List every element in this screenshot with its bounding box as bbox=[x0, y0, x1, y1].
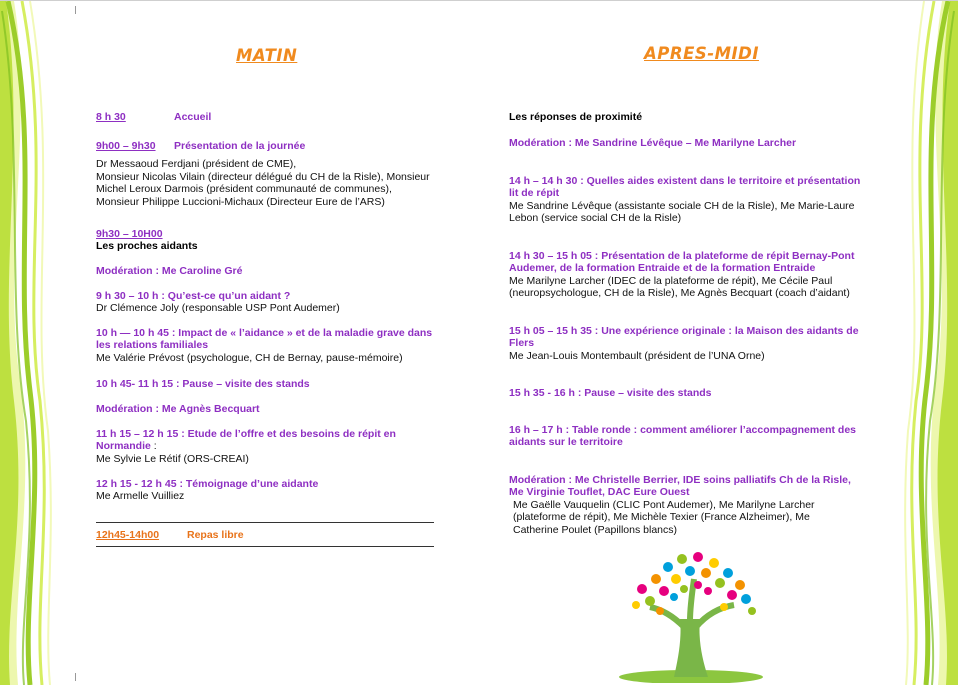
afternoon-moderation-2-speakers bbox=[509, 499, 865, 536]
afternoon-section-title: Les réponses de proximité bbox=[509, 111, 643, 123]
afternoon-moderation-2-title: Modération : Me Christelle Berrier, IDE soins palliatifs Ch de la Risle, bbox=[509, 474, 851, 486]
afternoon-talk-2-speaker: Me Marilyne Larcher (IDEC de la plateforme de répit), Me Cécile Paul bbox=[509, 274, 833, 287]
afternoon-moderation-2-speaker: (plateforme de répit), Me Michèle Texier (France Alzheimer), Me bbox=[513, 511, 810, 524]
talk-4-speaker: Me Armelle Vuilliez bbox=[96, 490, 185, 503]
intro-line: Michel Leroux Darmois (président communauté de communes), bbox=[96, 183, 392, 196]
talk-2-title-line: 10 h — 10 h 45 : Impact de « l’aidance » et de la maladie grave dans bbox=[96, 327, 433, 339]
intro-item bbox=[96, 140, 441, 208]
lunch-time: 12h45-14h00 bbox=[96, 529, 160, 541]
afternoon-talk-2-title: 14 h 30 – 15 h 05 : Présentation de la plateforme de répit Bernay-Pont bbox=[509, 250, 855, 262]
session-title: Les proches aidants bbox=[96, 240, 198, 253]
moderation-2: Modération : Me Agnès Becquart bbox=[96, 403, 260, 415]
afternoon-moderation-2-speaker: Catherine Poulet (Papillons blancs) bbox=[513, 523, 678, 536]
page-corner-mark bbox=[75, 673, 76, 681]
intro-speakers bbox=[96, 158, 441, 208]
afternoon-moderation-1: Modération : Me Sandrine Lévêque – Me Marilyne Larcher bbox=[509, 137, 797, 149]
talk-3-title-line: 11 h 15 – 12 h 15 : Etude de l’offre et des besoins de répit en bbox=[96, 428, 396, 440]
welcome-time: 8 h 30 bbox=[96, 111, 126, 123]
intro-line: Monsieur Philippe Luccioni-Michaux (Directeur Eure de l’ARS) bbox=[96, 195, 385, 208]
session-item bbox=[96, 228, 198, 253]
talk-2-title-line: les relations familiales bbox=[96, 339, 209, 352]
lunch-label: Repas libre bbox=[187, 529, 244, 541]
afternoon-talk-3-title: Flers bbox=[509, 337, 535, 350]
tree-of-hands-illustration bbox=[612, 549, 770, 683]
intro-label: Présentation de la journée bbox=[174, 140, 306, 152]
talk-3-title-suffix: : bbox=[150, 440, 157, 453]
moderation-1: Modération : Me Caroline Gré bbox=[96, 265, 243, 277]
roundtable bbox=[509, 424, 879, 449]
roundtable-title: 16 h – 17 h : Table ronde : comment améliorer l’accompagnement des bbox=[509, 424, 856, 436]
talk-1 bbox=[96, 290, 441, 315]
afternoon-talk-3 bbox=[509, 325, 879, 362]
page-corner-mark bbox=[75, 6, 76, 14]
afternoon-talk-1-speaker: Me Sandrine Lévêque (assistante sociale CH de la Risle), Me Marie-Laure bbox=[509, 199, 855, 212]
break-1: 10 h 45- 11 h 15 : Pause – visite des stands bbox=[96, 378, 310, 390]
afternoon-talk-3-speaker: Me Jean-Louis Montembault (président de l’UNA Orne) bbox=[509, 349, 765, 362]
talk-2-speaker: Me Valérie Prévost (psychologue, CH de Bernay, pause-mémoire) bbox=[96, 351, 403, 364]
afternoon-talk-1 bbox=[509, 175, 879, 225]
afternoon-talk-1-title: lit de répit bbox=[509, 187, 560, 200]
afternoon-talk-1-speaker: Lebon (service social CH de la Risle) bbox=[509, 212, 682, 225]
talk-4 bbox=[96, 478, 441, 503]
welcome-label: Accueil bbox=[174, 111, 212, 123]
afternoon-talk-3-title: 15 h 05 – 15 h 35 : Une expérience originale : la Maison des aidants de bbox=[509, 325, 859, 337]
afternoon-talk-2-title: Audemer, de la formation Entraide et de la formation Entraide bbox=[509, 262, 816, 275]
morning-heading: MATIN bbox=[236, 46, 298, 65]
afternoon-moderation-2-title: Me Virginie Touflet, DAC Eure Ouest bbox=[509, 486, 690, 499]
session-time: 9h30 – 10H00 bbox=[96, 228, 163, 240]
talk-3 bbox=[96, 428, 441, 465]
roundtable-title: aidants sur le territoire bbox=[509, 436, 623, 449]
afternoon-talk-1-title: 14 h – 14 h 30 : Quelles aides existent dans le territoire et présentation bbox=[509, 175, 861, 187]
talk-4-title: 12 h 15 - 12 h 45 : Témoignage d’une aidante bbox=[96, 478, 319, 490]
afternoon-talk-2-speaker: (neuropsychologue, CH de la Risle), Me Agnès Becquart (coach d’aidant) bbox=[509, 287, 850, 300]
afternoon-moderation-2 bbox=[509, 474, 869, 536]
welcome-item bbox=[96, 111, 211, 123]
talk-3-title-line: Normandie bbox=[96, 440, 151, 453]
afternoon-talk-2 bbox=[509, 250, 879, 300]
lunch-item bbox=[96, 529, 244, 541]
intro-line: Dr Messaoud Ferdjani (président de CME), bbox=[96, 158, 297, 171]
left-green-wave-decoration bbox=[0, 1, 60, 685]
talk-3-speaker: Me Sylvie Le Rétif (ORS-CREAI) bbox=[96, 452, 249, 465]
intro-time: 9h00 – 9h30 bbox=[96, 140, 156, 152]
talk-2 bbox=[96, 327, 456, 364]
afternoon-break: 15 h 35 - 16 h : Pause – visite des stands bbox=[509, 387, 712, 399]
divider-top bbox=[96, 522, 434, 523]
talk-1-title: 9 h 30 – 10 h : Qu’est-ce qu’un aidant ? bbox=[96, 290, 291, 302]
talk-1-speaker: Dr Clémence Joly (responsable USP Pont Audemer) bbox=[96, 302, 340, 315]
intro-line: Monsieur Nicolas Vilain (directeur délégué du CH de la Risle), Monsieur bbox=[96, 170, 430, 183]
afternoon-moderation-2-speaker: Me Gaëlle Vauquelin (CLIC Pont Audemer), Me Marilyne Larcher bbox=[513, 498, 815, 511]
afternoon-heading: APRES-MIDI bbox=[644, 44, 759, 63]
divider-bottom bbox=[96, 546, 434, 547]
right-green-wave-decoration bbox=[896, 1, 958, 685]
